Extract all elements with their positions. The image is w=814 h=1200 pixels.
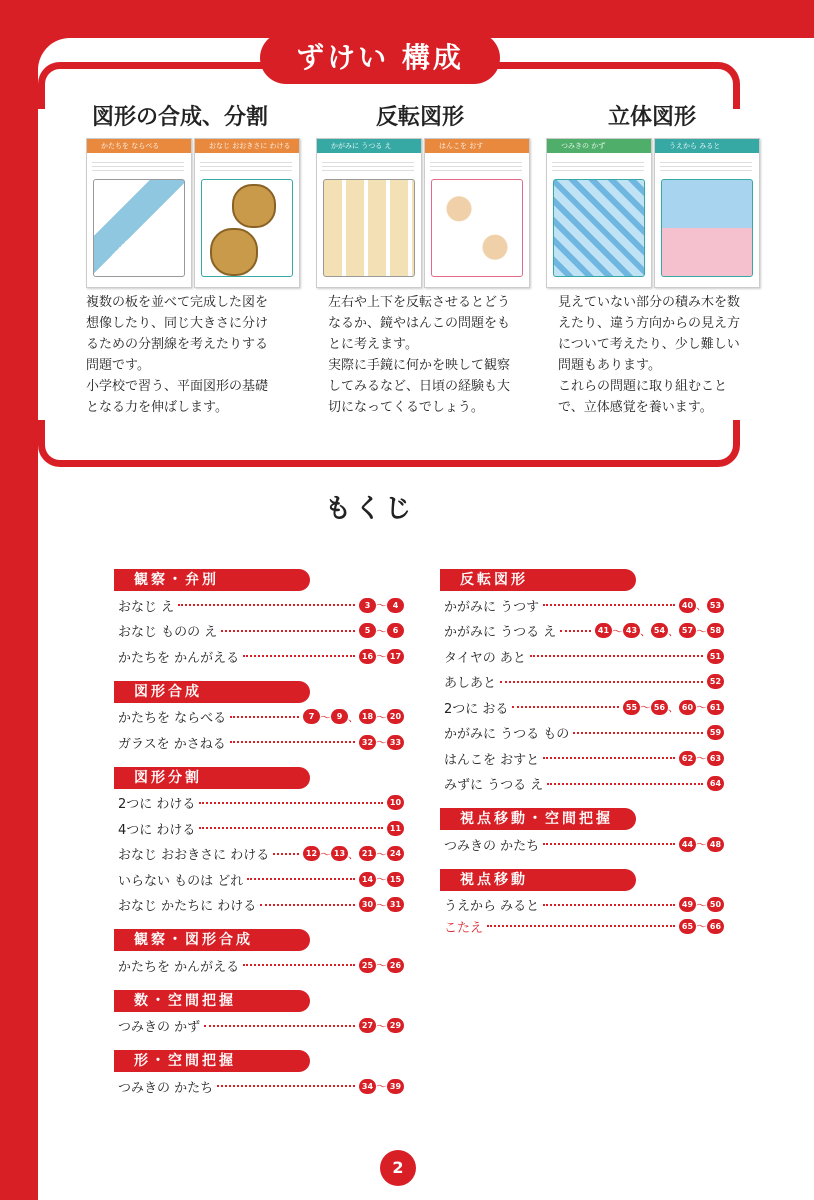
page-badge: 64 (707, 776, 724, 791)
page-range (359, 623, 404, 639)
page-badge: 7 (303, 709, 320, 724)
page-badge: 11 (387, 821, 404, 836)
sample-page-thumbnail (546, 138, 652, 288)
toc-entry[interactable] (444, 622, 724, 640)
page-badge: 20 (387, 709, 404, 724)
page-badge: 16 (359, 649, 376, 664)
page-range (359, 957, 404, 973)
toc-entry-label: 4つに わける (118, 822, 196, 838)
page-badge: 57 (679, 623, 696, 638)
page-range (359, 897, 404, 913)
page-badge: 44 (679, 837, 696, 852)
toc-entry[interactable] (118, 647, 404, 665)
page-range (707, 674, 724, 689)
toc-entry-label: あしあと (444, 676, 497, 691)
page-badge: 13 (331, 846, 348, 861)
toc-category-heading: 図形合成 (114, 681, 310, 703)
dot-leader (543, 604, 675, 606)
toc-entry[interactable] (444, 749, 724, 767)
category-description: 左右や上下を反転させるとどうなるか、鏡やはんこの問題をもとに考えます。 実際に手鏡に何かを映して観察してみるなど、日頃の経験も大切になってくるでしょう。 (328, 295, 511, 415)
page-separator: 〜 (376, 1019, 387, 1033)
dot-leader (487, 925, 675, 927)
page-separator: 、 (668, 624, 679, 638)
section-frame-bottom (38, 420, 740, 467)
page-separator: 〜 (376, 650, 387, 663)
sample-page-thumbnail (86, 138, 192, 288)
page-badge: 56 (651, 700, 668, 715)
toc-entry[interactable] (118, 596, 404, 614)
dot-leader (243, 655, 355, 657)
toc-category-heading: 視点移動・空間把握 (440, 808, 636, 830)
page-range (707, 776, 724, 791)
answers-row[interactable] (444, 917, 724, 935)
page-range (707, 725, 724, 740)
page-badge: 53 (707, 598, 724, 613)
toc-entry-label: いらない ものは どれ (118, 873, 244, 889)
toc-entry-label: ガラスを かさねる (118, 736, 226, 752)
page-range (359, 597, 404, 613)
page-badge: 5 (359, 623, 376, 638)
page-separator: 〜 (640, 701, 651, 714)
page-badge: 59 (707, 725, 724, 740)
page-range (679, 750, 724, 766)
page-range (303, 846, 404, 862)
toc-category-heading: 図形分割 (114, 767, 310, 789)
page-separator: 〜 (376, 873, 387, 886)
page-separator: 〜 (696, 701, 707, 714)
page-range (387, 795, 404, 810)
toc-entry[interactable] (118, 1077, 404, 1095)
page-range (679, 597, 724, 613)
toc-entry-label: 2つに わける (118, 797, 196, 812)
dot-leader (543, 843, 675, 845)
toc-entry[interactable] (118, 845, 404, 863)
page-separator: 、 (668, 701, 679, 714)
page-range (359, 648, 404, 664)
page-range (679, 918, 724, 934)
page-badge: 26 (387, 958, 404, 973)
category-title-reflection: 反転図形 (375, 105, 464, 130)
toc-entry-label: つみきの かず (118, 1020, 201, 1035)
page-badge: 61 (707, 700, 724, 715)
page-separator: 〜 (696, 898, 707, 912)
page-separator: 〜 (376, 624, 387, 638)
toc-entry[interactable] (444, 775, 724, 793)
page-badge: 18 (359, 709, 376, 724)
toc-entry[interactable] (444, 698, 724, 716)
dot-leader (543, 904, 675, 906)
page-badge: 41 (595, 623, 612, 638)
page-badge: 4 (387, 598, 404, 613)
toc-entry[interactable] (118, 794, 404, 812)
page-range (679, 897, 724, 913)
toc-entry-label: おなじ かたちに わける (118, 899, 257, 914)
dot-leader (178, 604, 355, 606)
page-badge: 9 (331, 709, 348, 724)
toc-category-heading: 観察・弁別 (114, 569, 310, 591)
page-badge: 58 (707, 623, 724, 638)
dot-leader (530, 655, 703, 657)
dot-leader (199, 827, 383, 829)
page-separator: 〜 (612, 624, 623, 638)
page-badge: 12 (303, 846, 320, 861)
dot-leader (273, 853, 299, 855)
page-badge: 54 (651, 623, 668, 638)
dot-leader (199, 802, 383, 804)
page-badge: 65 (679, 919, 696, 934)
category-description: 見えていない部分の積み木を数えたり、違う方向からの見え方について考えたり、少し難しい問題もあります。 これらの問題に取り組むことで、立体感覚を養います。 (558, 295, 741, 415)
page-badge: 32 (359, 735, 376, 750)
page-separator: 〜 (376, 710, 387, 724)
page-badge: 34 (359, 1079, 376, 1094)
toc-category-heading: 反転図形 (440, 569, 636, 591)
sample-page-thumbnail (424, 138, 530, 288)
thumbnail-title: つみきの かず (561, 142, 606, 150)
page-number: 2 (380, 1150, 416, 1186)
toc-category-heading: 形・空間把握 (114, 1050, 310, 1072)
page-badge: 62 (679, 751, 696, 766)
page-range (595, 623, 724, 639)
page-badge: 66 (707, 919, 724, 934)
page-separator: 〜 (696, 920, 707, 933)
page-separator: 〜 (696, 838, 707, 851)
dot-leader (543, 757, 675, 759)
page-range (679, 836, 724, 852)
toc-entry-label: おなじ おおきさに わける (118, 848, 270, 863)
toc-entry-label: かがみに うつす (444, 599, 540, 615)
page-separator: 〜 (376, 736, 387, 749)
page-badge: 14 (359, 872, 376, 887)
page-badge: 39 (387, 1079, 404, 1094)
toc-entry-label: みずに うつる え (444, 778, 544, 793)
category-description: 複数の板を並べて完成した図を想像したり、同じ大きさに分けるための分割線を考えたりする問題です。 小学校で習う、平面図形の基礎となる力を伸ばします。 (86, 295, 269, 415)
page-badge: 63 (707, 751, 724, 766)
page-separator: 〜 (376, 898, 387, 912)
sample-page-thumbnail (194, 138, 300, 288)
toc-category-heading: 観察・図形合成 (114, 929, 310, 951)
page-separator: 〜 (696, 624, 707, 638)
dot-leader (247, 878, 355, 880)
page-separator: 〜 (696, 752, 707, 765)
toc-entry-label: うえから みると (444, 899, 540, 914)
page-badge: 49 (679, 897, 696, 912)
thumbnail-title: おなじ おおきさに わける (209, 142, 291, 150)
toc-title: もくじ (324, 494, 415, 524)
dot-leader (512, 706, 619, 708)
page-badge: 10 (387, 795, 404, 810)
dot-leader (217, 1085, 355, 1087)
page-badge: 17 (387, 649, 404, 664)
toc-entry[interactable] (118, 819, 404, 837)
dot-leader (230, 741, 355, 743)
page-badge: 51 (707, 649, 724, 664)
dot-leader (204, 1025, 355, 1027)
page-separator: 〜 (376, 847, 387, 861)
dot-leader (230, 716, 299, 718)
page-separator: 、 (348, 710, 359, 724)
page-badge: 25 (359, 958, 376, 973)
page-badge: 31 (387, 897, 404, 912)
page-badge: 55 (623, 700, 640, 715)
toc-entry-label: おなじ え (118, 599, 175, 615)
page-badge: 30 (359, 897, 376, 912)
dot-leader (243, 964, 355, 966)
page-range (359, 1018, 404, 1034)
page-range (359, 734, 404, 750)
page-badge: 6 (387, 623, 404, 638)
page-badge: 43 (623, 623, 640, 638)
page-separator: 、 (696, 599, 707, 612)
page-badge: 27 (359, 1018, 376, 1033)
page-badge: 50 (707, 897, 724, 912)
page-separator: 、 (348, 847, 359, 861)
toc-entry[interactable] (444, 724, 724, 742)
dot-leader (560, 630, 591, 632)
dot-leader (547, 783, 703, 785)
toc-entry-label: かたちを かんがえる (118, 959, 240, 975)
toc-entry[interactable] (444, 835, 724, 853)
page-separator: 〜 (376, 1080, 387, 1093)
page-badge: 33 (387, 735, 404, 750)
section-title: ずけい 構成 (260, 32, 500, 84)
thumbnail-title: かたちを ならべる (101, 142, 160, 150)
toc-entry-label: タイヤの あと (444, 650, 526, 666)
toc-entry-label: はんこを おすと (444, 752, 540, 768)
page-range (359, 1078, 404, 1094)
page-badge: 52 (707, 674, 724, 689)
toc-entry[interactable] (118, 733, 404, 751)
toc-entry[interactable] (444, 896, 724, 914)
page-separator: 〜 (320, 710, 331, 724)
page-separator: 〜 (376, 959, 387, 972)
toc-entry-label: つみきの かたち (118, 1080, 214, 1096)
toc-entry-label: こたえ (444, 920, 484, 936)
toc-entry[interactable] (444, 596, 724, 614)
page-badge: 3 (359, 598, 376, 613)
page-badge: 48 (707, 837, 724, 852)
page-separator: 〜 (320, 847, 331, 861)
page-range (387, 821, 404, 836)
toc-entry-label: かたちを かんがえる (118, 650, 240, 666)
page-separator: 〜 (376, 599, 387, 612)
page-range (707, 649, 724, 664)
toc-entry[interactable] (444, 673, 724, 691)
page-badge: 29 (387, 1018, 404, 1033)
toc-entry-label: かがみに うつる もの (444, 727, 570, 742)
page-badge: 24 (387, 846, 404, 861)
dot-leader (573, 732, 703, 734)
toc-entry-label: かたちを ならべる (118, 711, 227, 726)
page-badge: 15 (387, 872, 404, 887)
toc-entry-label: おなじ ものの え (118, 625, 218, 640)
sample-page-thumbnail (654, 138, 760, 288)
category-title-solid: 立体図形 (607, 105, 696, 130)
toc-entry[interactable] (118, 956, 404, 974)
toc-category-heading: 視点移動 (440, 869, 636, 891)
page-badge: 60 (679, 700, 696, 715)
page-badge: 40 (679, 598, 696, 613)
thumbnail-title: かがみに うつる え (331, 142, 392, 150)
sample-page-thumbnail (316, 138, 422, 288)
dot-leader (500, 681, 703, 683)
toc-entry-label: つみきの かたち (444, 838, 540, 854)
page-badge: 21 (359, 846, 376, 861)
toc-entry[interactable] (118, 708, 404, 726)
toc-entry[interactable] (118, 1017, 404, 1035)
toc-entry[interactable] (118, 622, 404, 640)
toc-entry-label: 2つに おる (444, 701, 509, 717)
toc-entry[interactable] (444, 647, 724, 665)
page-range (623, 699, 724, 715)
thumbnail-title: はんこを おす (439, 142, 484, 150)
toc-entry[interactable] (118, 870, 404, 888)
page-range (303, 709, 404, 725)
toc-category-heading: 数・空間把握 (114, 990, 310, 1012)
dot-leader (221, 630, 355, 632)
toc-entry[interactable] (118, 896, 404, 914)
dot-leader (260, 904, 355, 906)
toc-entry-label: かがみに うつる え (444, 625, 557, 640)
page-range (359, 871, 404, 887)
category-title-composition: 図形の合成、分割 (91, 105, 268, 130)
page-separator: 、 (640, 624, 651, 638)
thumbnail-title: うえから みると (669, 142, 721, 150)
